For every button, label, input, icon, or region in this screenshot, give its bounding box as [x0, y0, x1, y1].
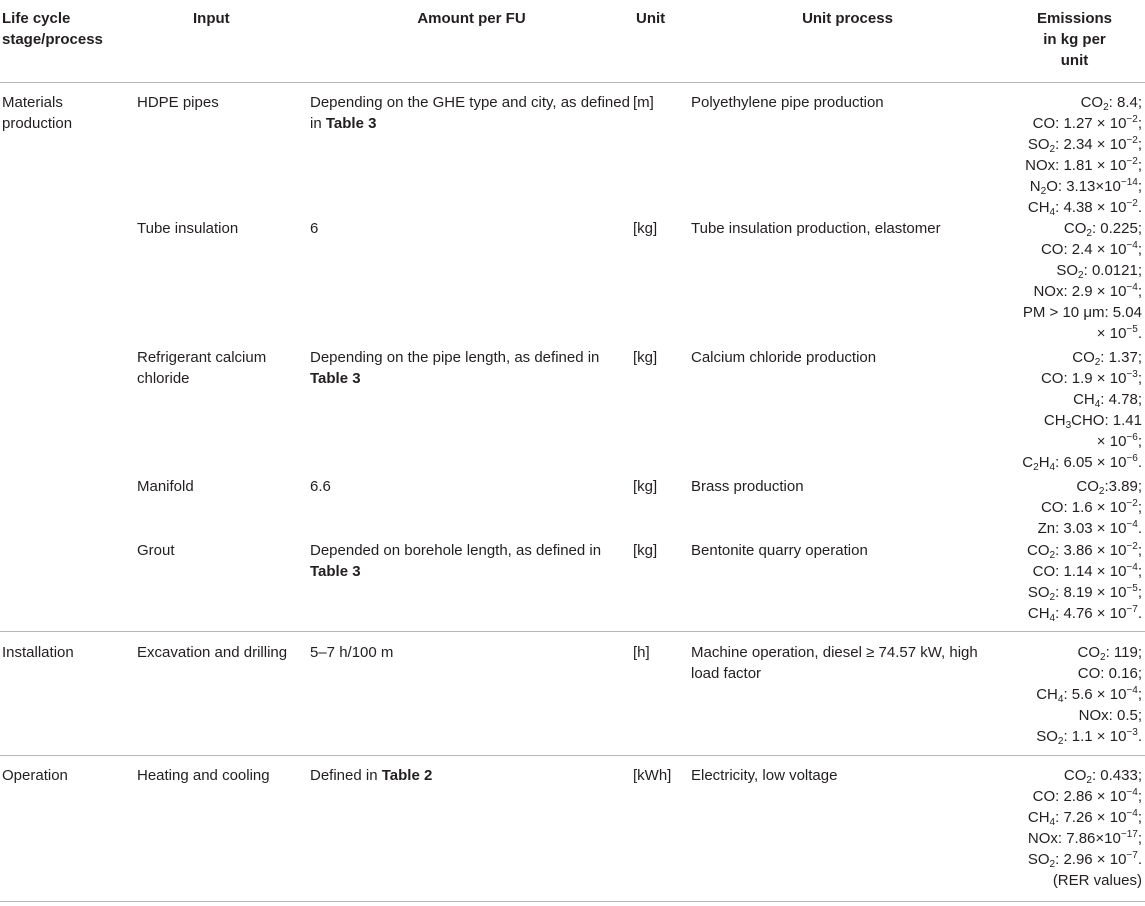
cell-stage [0, 540, 137, 632]
emission-line: CO: $2.4 \times 10^{-4}$; [1040, 239, 1142, 258]
cell-unit-process: Bentonite quarry operation [691, 541, 868, 559]
emission-line: CO: $2.86 \times 10^{-4}$; [1032, 787, 1142, 805]
cell-amount [310, 347, 633, 476]
header-unit: Unit [636, 10, 666, 27]
emission-line: $CO_2$: 0.433; [1063, 767, 1142, 786]
emission-line: NOx: $7.86\times 10^{-17}$; [1027, 829, 1142, 847]
emission-line: NOx: $2.9 \times 10^{-4}$; [1033, 281, 1142, 300]
cell-unit-process: Tube insulation production, elastomer [691, 219, 941, 237]
emission-line: × $10^{-5}$. [1096, 323, 1142, 342]
cell-amount [310, 218, 633, 347]
emission-line: $CO_2$: 119; [1077, 644, 1142, 663]
cell-emissions [1004, 82, 1145, 218]
cell-amount [310, 476, 633, 540]
emission-line: × $10^{-6}$; [1096, 431, 1142, 450]
cell-emissions [1004, 476, 1145, 540]
table-ref: Table 3 [310, 369, 361, 387]
cell-stage: Installation [2, 644, 74, 661]
table-row [0, 756, 1145, 902]
cell-input: Heating and cooling [137, 767, 270, 784]
cell-unit: [kg] [633, 541, 658, 559]
cell-stage: Operation [2, 767, 68, 784]
amount-text: 6 [310, 219, 319, 237]
cell-unit: [kg] [633, 219, 658, 237]
cell-input: Refrigerant calcium chloride [137, 348, 267, 387]
emission-line: CO: $1.27 \times 10^{-2}$; [1032, 113, 1142, 132]
amount-text: 5–7 h/100 m [310, 644, 394, 661]
cell-amount [310, 756, 633, 902]
cell-stage: Materials production [2, 93, 73, 132]
cell-unit-process: Machine operation, diesel ≥ 74.57 kW, high load factor [691, 644, 978, 682]
cell-input: Excavation and drilling [137, 644, 288, 661]
emission-line: $SO_2$: $1.1 \times 10^{-3}$. [1036, 727, 1142, 747]
emission-line: $CO_2$: 1.37; [1072, 348, 1142, 368]
cell-unit: [kg] [633, 477, 658, 495]
amount-text: Depending on the pipe length, as defined in [310, 348, 600, 366]
cell-emissions [1004, 756, 1145, 902]
cell-unit: [m] [633, 93, 654, 111]
table-body [0, 82, 1145, 902]
header-row [0, 0, 1145, 82]
emission-line: Zn: $3.03 \times 10^{-4}$. [1037, 518, 1142, 537]
emission-line: $CH_4$: $7.26 \times 10^{-4}$; [1027, 808, 1142, 828]
table-row [0, 82, 1145, 218]
cell-input: Grout [137, 541, 175, 559]
amount-text: 6.6 [310, 477, 331, 495]
header-amount: Amount per FU [417, 10, 526, 27]
cell-unit: [h] [633, 644, 650, 661]
table-ref: Table 2 [381, 767, 433, 784]
emission-line: $SO_2$: $2.34 \times 10^{-2}$; [1027, 134, 1142, 155]
amount-text: Depending on the GHE type and city, as defined in [310, 93, 630, 132]
table-row [0, 347, 1145, 476]
table-row [0, 540, 1145, 632]
table-ref: Table 3 [310, 562, 361, 580]
cell-unit-process: Polyethylene pipe production [691, 93, 884, 111]
emission-line: $C_2H_4$: $6.05 \times 10^{-6}$. [1022, 452, 1142, 473]
cell-input: Manifold [137, 477, 194, 495]
cell-stage [0, 347, 137, 476]
cell-input: HDPE pipes [137, 93, 219, 111]
header-input: Input [193, 10, 230, 27]
emission-line: $SO_2$: $8.19 \times 10^{-5}$; [1027, 582, 1142, 603]
emission-line: CO: $1.6 \times 10^{-2}$; [1040, 497, 1142, 516]
cell-amount [310, 632, 633, 756]
cell-stage [0, 218, 137, 347]
emission-line: $SO_2$: 0.0121; [1056, 261, 1142, 281]
header-emissions: Emissions in kg per unit [1036, 10, 1113, 69]
emission-line: NOx: $1.81 \times 10^{-2}$; [1025, 155, 1142, 174]
emission-line: $CO_2:3.89$; [1076, 477, 1142, 497]
emission-line: $SO_2$: $2.96 \times 10^{-7}$. [1027, 850, 1142, 870]
cell-stage [0, 476, 137, 540]
emission-line: $N_2O$: $3.13\times 10^{-14}$; [1029, 176, 1142, 197]
cell-unit-process: Calcium chloride production [691, 348, 877, 366]
emission-line: $CO_2$: 8.4; [1080, 93, 1142, 113]
table-row [0, 218, 1145, 347]
table-row [0, 476, 1145, 540]
cell-unit: [kg] [633, 348, 658, 366]
cell-unit: [kWh] [633, 767, 672, 784]
emission-line: $CH_4$: 4.78; [1073, 390, 1142, 410]
emission-line: CO: 0.16; [1077, 665, 1142, 682]
emission-line: $CH_4$: $5.6 \times 10^{-4}$; [1036, 685, 1142, 705]
emission-line: $CH_4$: $4.38 \times 10^{-2}$. [1027, 197, 1142, 218]
header-unit-process: Unit process [802, 10, 893, 27]
emission-line: $CH_4$: $4.76 \times 10^{-7}$. [1027, 603, 1142, 624]
header-stage: Life cycle stage/process [2, 10, 103, 48]
table-row [0, 632, 1145, 756]
cell-emissions [1004, 632, 1145, 756]
cell-emissions [1004, 218, 1145, 347]
amount-text: Depended on borehole length, as defined in [310, 541, 602, 559]
cell-emissions [1004, 347, 1145, 476]
cell-amount [310, 82, 633, 218]
emission-line: NOx: 0.5; [1078, 707, 1142, 724]
emission-line: $CH_3CHO$: 1.41 [1043, 411, 1142, 431]
cell-input: Tube insulation [137, 219, 239, 237]
cell-emissions [1004, 540, 1145, 632]
amount-text: Defined in [310, 767, 378, 784]
cell-unit-process: Brass production [691, 477, 804, 495]
table-ref: Table 3 [325, 114, 377, 132]
emission-line: $CO_2$: $3.86 \times 10^{-2}$; [1027, 540, 1142, 561]
emission-line: (RER values) [1052, 872, 1142, 889]
emission-line: CO: $1.9 \times 10^{-3}$; [1040, 368, 1142, 387]
emission-line: PM > 10 μm: 5.04 [1022, 303, 1142, 321]
emission-line: $CO_2$: 0.225; [1063, 219, 1142, 239]
cell-amount [310, 540, 633, 632]
cell-unit-process: Electricity, low voltage [691, 767, 838, 784]
emission-line: CO: $1.14 \times 10^{-4}$; [1032, 561, 1142, 580]
